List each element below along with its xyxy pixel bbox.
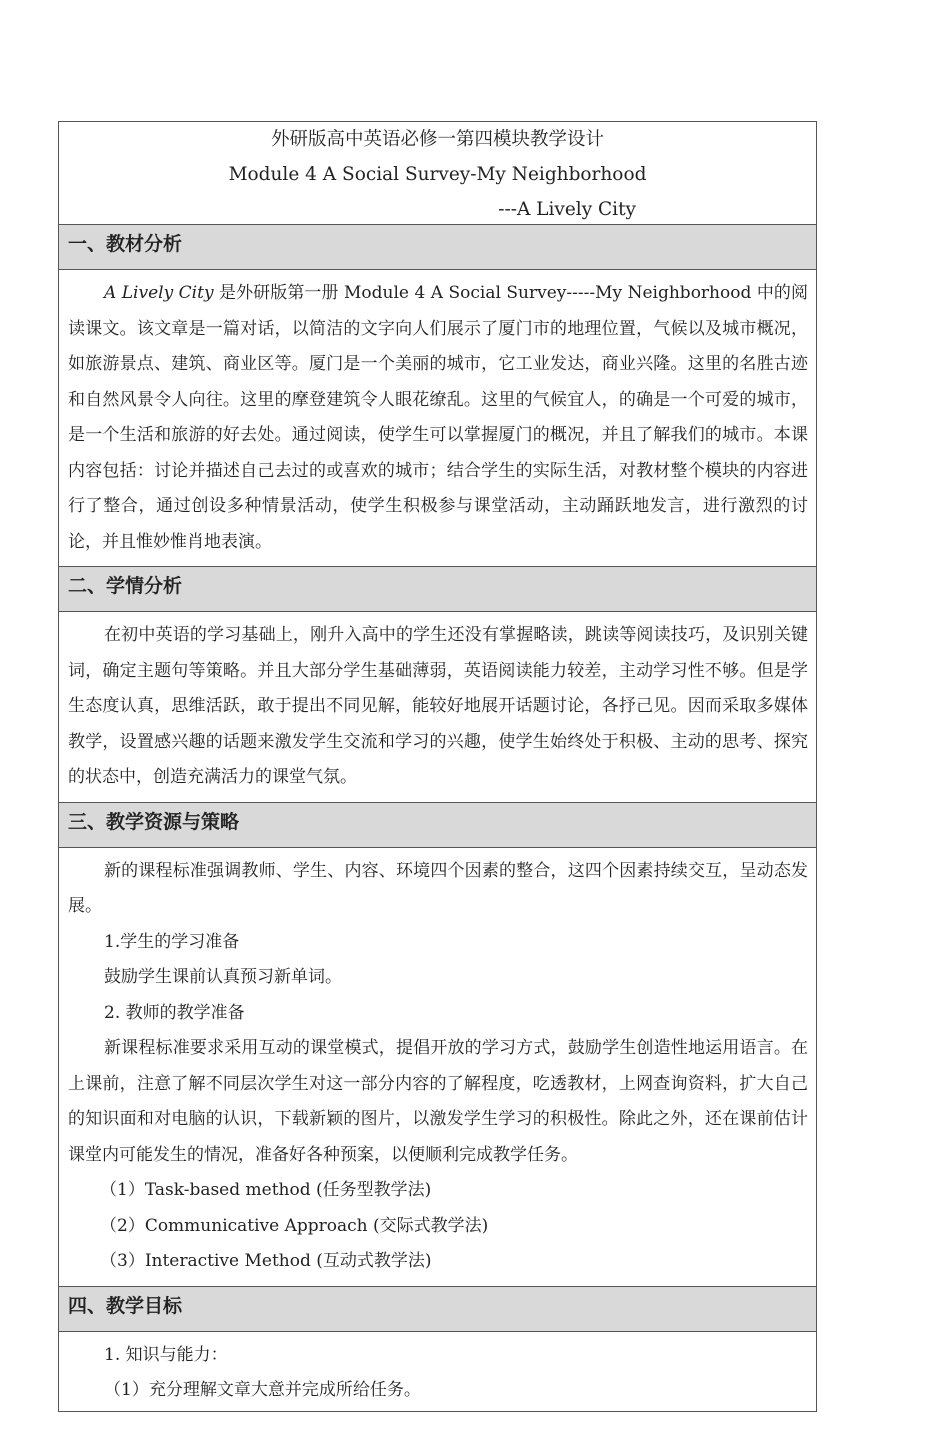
section-body-teaching-objectives <box>59 1331 816 1411</box>
lesson-title-italic: A Lively City <box>104 283 214 303</box>
resources-teacher-prep-text: 新课程标准要求采用互动的课堂模式，提倡开放的学习方式，鼓励学生创造性地运用语言。在上课前，注意了解不同层次学生对这一部分内容的了解程度，吃透教材，上网查询资料，扩大自己的知识面和对电脑的认识，下载新颖的图片，以激发学生学习的积极性。除此之外，还在课前估计课堂内可能发生的情况，准备好各种预案，以便顺利完成教学任务。 <box>68 1038 808 1165</box>
student-analysis-paragraph: 在初中英语的学习基础上，刚升入高中的学生还没有掌握略读，跳读等阅读技巧，及识别关键词，确定主题句等策略。并且大部分学生基础薄弱，英语阅读能力较差，主动学习性不够。但是学生态度认真，思维活跃，敢于提出不同见解，能较好地展开话题讨论，各抒己见。因而采取多媒体教学，设置感兴趣的话题来激发学生交流和学习的兴趣，使学生始终处于积极、主动的思考、探究的状态中，创造充满活力的课堂气氛。 <box>68 625 808 787</box>
section-body-student-analysis <box>59 611 816 802</box>
objective-item-1: （1）充分理解文章大意并完成所给任务。 <box>104 1380 421 1400</box>
title-line-2: Module 4 A Social Survey-My Neighborhood <box>228 164 647 185</box>
section-body-textbook-analysis <box>59 269 816 566</box>
method-item-1: （1）Task-based method (任务型教学法) <box>100 1180 432 1200</box>
title-line-3: ---A Lively City <box>498 199 636 220</box>
document-title <box>59 122 816 224</box>
resources-student-prep-heading: 1.学生的学习准备 <box>104 931 240 952</box>
section-heading-resources-strategies: 三、教学资源与策略 <box>59 802 816 847</box>
lesson-plan-table <box>58 121 817 1412</box>
title-line-1: 外研版高中英语必修一第四模块教学设计 <box>270 129 604 150</box>
textbook-analysis-text: 是外研版第一册 Module 4 A Social Survey-----My Neighborhood 中的阅读课文。该文章是一篇对话，以简洁的文字向人们展示了厦门市的地理位置，气候以及城市概况，如旅游景点、建筑、商业区等。厦门是一个美丽的城市，它工业发达，商业兴隆。这里的名胜古迹和自然风景令人向往。这里的摩登建筑令人眼花缭乱。这里的气候宜人，的确是一个可爱的城市，是一个生活和旅游的好去处。通过阅读，使学生可以掌握厦门的概况，并且了解我们的城市。本课内容包括：讨论并描述自己去过的或喜欢的城市；结合学生的实际生活，对教材整个模块的内容进行了整合，通过创设多种情景活动，使学生积极参与课堂活动，主动踊跃地发言，进行激烈的讨论，并且惟妙惟肖地表演。 <box>68 283 808 552</box>
section-body-resources-strategies <box>59 847 816 1286</box>
method-item-3: （3）Interactive Method (互动式教学法) <box>100 1251 432 1271</box>
section-heading-student-analysis: 二、学情分析 <box>59 566 816 611</box>
textbook-analysis-paragraph <box>68 276 808 560</box>
section-heading-teaching-objectives: 四、教学目标 <box>59 1286 816 1331</box>
section-heading-textbook-analysis: 一、教材分析 <box>59 224 816 269</box>
resources-teacher-prep-heading: 2. 教师的教学准备 <box>104 1002 245 1023</box>
resources-student-prep-text: 鼓励学生课前认真预习新单词。 <box>104 967 342 987</box>
resources-paragraph-1: 新的课程标准强调教师、学生、内容、环境四个因素的整合，这四个因素持续交互，呈动态发展。 <box>68 860 808 916</box>
objective-knowledge-ability: 1. 知识与能力： <box>104 1344 228 1365</box>
method-item-2: （2）Communicative Approach (交际式教学法) <box>100 1215 489 1236</box>
